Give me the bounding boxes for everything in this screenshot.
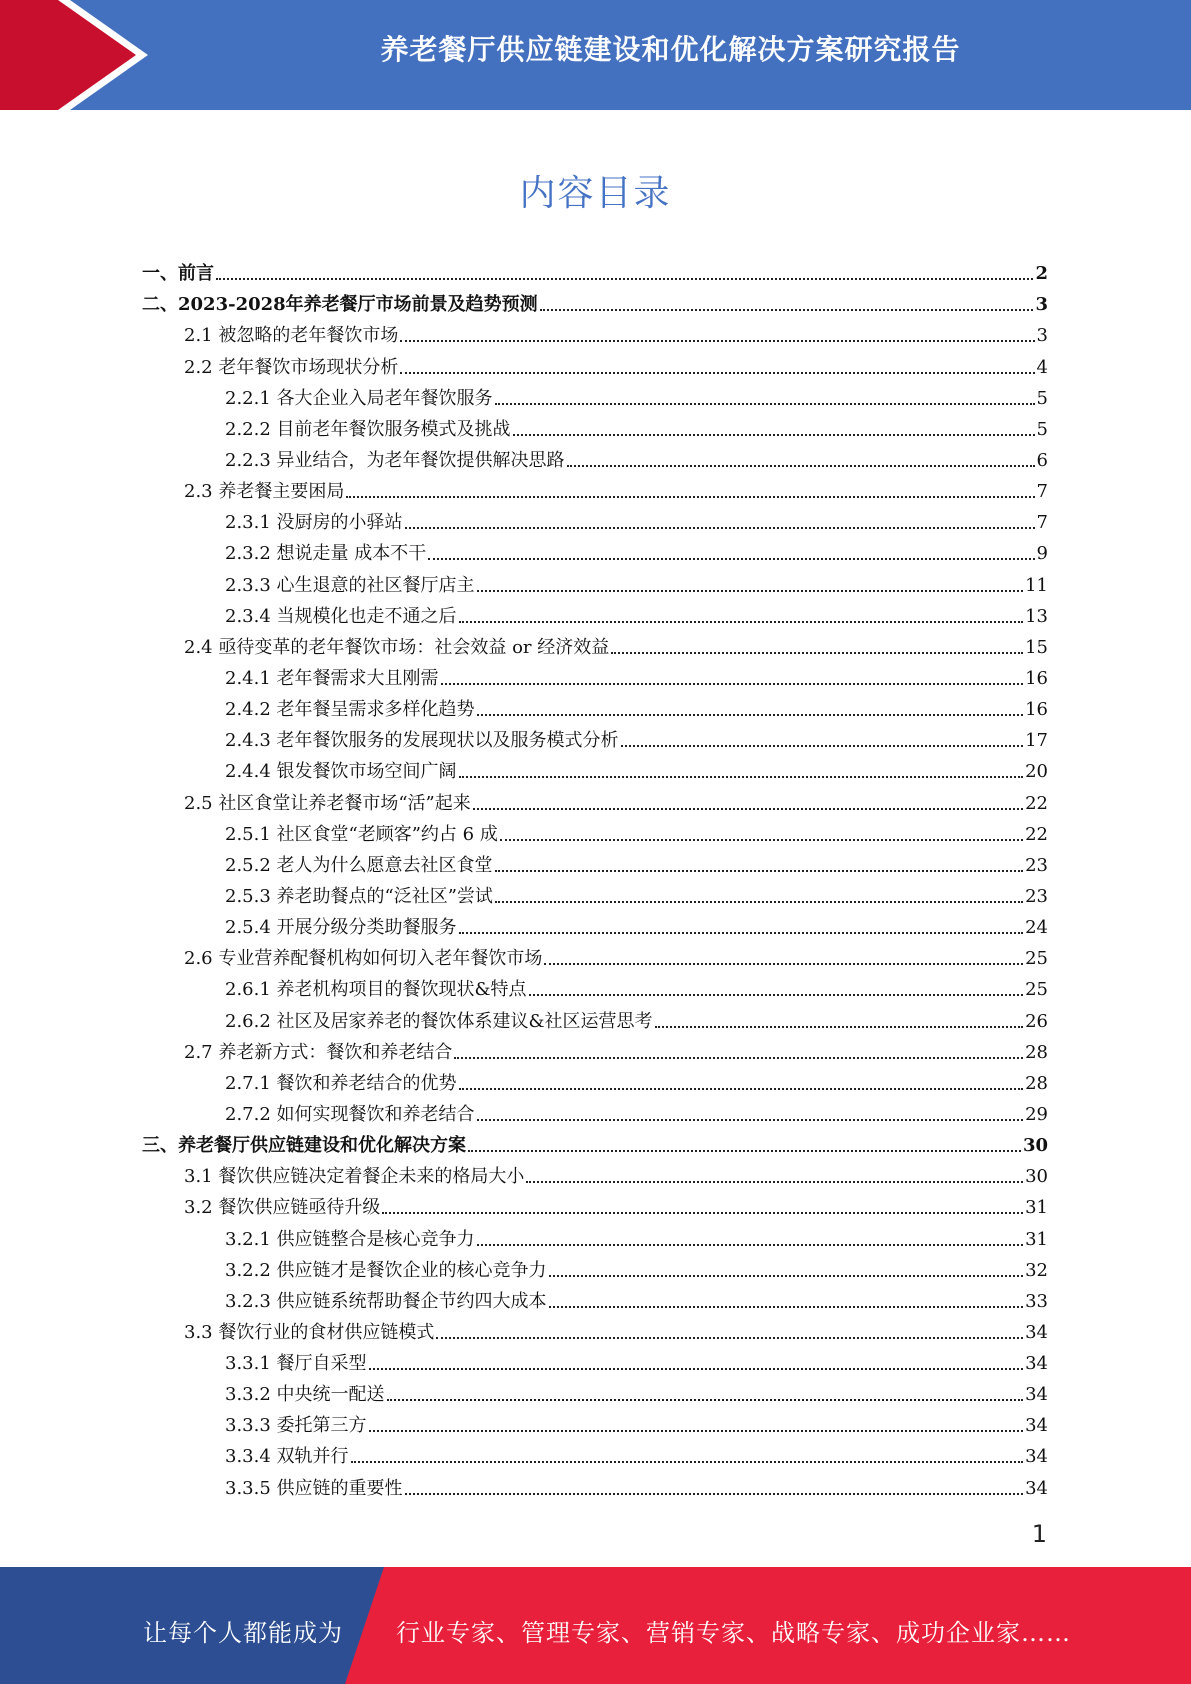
toc-entry[interactable] [142,1344,1048,1375]
toc-leader-dots [549,1306,1024,1308]
toc-entry-label: 2.2.2 目前老年餐饮服务模式及挑战 [225,418,511,440]
toc-entry-page: 34 [1025,1384,1048,1406]
toc-entry[interactable] [142,379,1048,410]
toc-leader-dots [495,901,1023,903]
toc-entry[interactable] [142,877,1048,908]
toc-leader-dots [477,1119,1024,1121]
toc-leader-dots [459,932,1024,934]
toc-entry-label: 三、养老餐厅供应链建设和优化解决方案 [142,1135,466,1157]
toc-entry-page: 9 [1036,543,1048,565]
toc-leader-dots [495,403,1035,405]
toc-entry-page: 26 [1025,1010,1048,1032]
toc-entry[interactable] [142,1126,1048,1157]
toc-entry-label: 二、2023-2028年养老餐厅市场前景及趋势预测 [142,294,538,316]
toc-entry[interactable] [142,1313,1048,1344]
toc-entry[interactable] [142,1468,1048,1499]
toc-leader-dots [346,496,1034,498]
toc-entry-page: 31 [1025,1228,1048,1250]
toc-entry[interactable] [142,1064,1048,1095]
footer-banner [0,1567,1191,1684]
toc-entry-label: 一、前言 [142,263,214,285]
toc-entry-page: 22 [1025,792,1048,814]
toc-entry-page: 34 [1025,1353,1048,1375]
toc-entry-page: 16 [1025,667,1048,689]
toc-leader-dots [621,745,1024,747]
toc-leader-dots [655,1026,1024,1028]
toc-entry-label: 2.4.3 老年餐饮服务的发展现状以及服务模式分析 [225,730,619,752]
table-of-contents [142,254,1048,1500]
toc-entry[interactable] [142,1437,1048,1468]
report-title: 养老餐厅供应链建设和优化解决方案研究报告 [380,33,961,66]
toc-leader-dots [567,465,1035,467]
toc-leader-dots [544,963,1023,965]
toc-entry-page: 31 [1025,1197,1048,1219]
toc-entry-label: 2.3.4 当规模化也走不通之后 [225,605,457,627]
footer-slogan-left: 让每个人都能成为 [143,1619,343,1647]
toc-leader-dots [459,1088,1024,1090]
toc-entry[interactable] [142,503,1048,534]
toc-entry-page: 34 [1025,1446,1048,1468]
toc-entry-label: 3.2.1 供应链整合是核心竞争力 [225,1228,475,1250]
toc-entry-page: 4 [1036,356,1048,378]
toc-entry[interactable] [142,721,1048,752]
toc-entry-page: 23 [1025,885,1048,907]
toc-entry-label: 3.3.2 中央统一配送 [225,1384,385,1406]
toc-entry-label: 2.7 养老新方式：餐饮和养老结合 [184,1041,453,1063]
toc-entry-page: 13 [1025,605,1048,627]
toc-entry-label: 3.1 餐饮供应链决定着餐企未来的格局大小 [184,1166,525,1188]
toc-leader-dots [477,714,1024,716]
toc-entry[interactable] [142,1251,1048,1282]
toc-entry[interactable] [142,285,1048,316]
toc-leader-dots [405,1493,1024,1495]
toc-entry[interactable] [142,1001,1048,1032]
toc-entry-page: 30 [1025,1166,1048,1188]
toc-entry-page: 3 [1035,294,1048,316]
toc-entry[interactable] [142,690,1048,721]
toc-entry[interactable] [142,846,1048,877]
toc-entry-label: 3.3.1 餐厅自采型 [225,1353,367,1375]
toc-entry-page: 28 [1025,1072,1048,1094]
toc-entry-page: 23 [1025,854,1048,876]
toc-entry[interactable] [142,565,1048,596]
toc-entry[interactable] [142,815,1048,846]
toc-entry-label: 2.7.2 如何实现餐饮和养老结合 [225,1103,475,1125]
footer-slogan-right: 行业专家、管理专家、营销专家、战略专家、成功企业家…… [396,1619,1071,1647]
toc-entry-label: 2.4.4 银发餐饮市场空间广阔 [225,761,457,783]
toc-leader-dots [216,278,1033,280]
toc-entry-page: 34 [1025,1477,1048,1499]
toc-entry-page: 24 [1025,917,1048,939]
toc-entry-label: 2.3.2 想说走量 成本不干 [225,543,427,565]
toc-entry-page: 15 [1025,636,1048,658]
header-banner [0,0,1191,110]
toc-leader-dots [400,372,1034,374]
toc-entry-page: 16 [1025,699,1048,721]
toc-entry-label: 2.4 亟待变革的老年餐饮市场：社会效益 or 经济效益 [184,636,610,658]
toc-entry-page: 3 [1036,325,1048,347]
toc-entry-page: 7 [1036,512,1048,534]
toc-entry-label: 2.6.1 养老机构项目的餐饮现状&特点 [225,979,527,1001]
toc-leader-dots [400,340,1034,342]
toc-entry[interactable] [142,472,1048,503]
toc-leader-dots [405,527,1035,529]
toc-leader-dots [611,652,1023,654]
toc-leader-dots [529,994,1024,996]
toc-entry-label: 2.3.3 心生退意的社区餐厅店主 [225,574,475,596]
toc-entry[interactable] [142,908,1048,939]
toc-entry[interactable] [142,1219,1048,1250]
toc-entry-label: 2.5.2 老人为什么愿意去社区食堂 [225,854,493,876]
toc-entry-page: 33 [1025,1290,1048,1312]
toc-entry-page: 17 [1025,730,1048,752]
toc-entry-label: 2.5.4 开展分级分类助餐服务 [225,917,457,939]
toc-entry-page: 5 [1036,418,1048,440]
toc-heading: 内容目录 [519,173,672,214]
toc-leader-dots [477,1244,1024,1246]
toc-entry[interactable] [142,347,1048,378]
toc-entry-page: 34 [1025,1415,1048,1437]
toc-entry[interactable] [142,1282,1048,1313]
toc-leader-dots [382,1212,1023,1214]
toc-entry-page: 20 [1025,761,1048,783]
toc-entry-label: 3.3.4 双轨并行 [225,1446,349,1468]
toc-leader-dots [441,683,1024,685]
toc-leader-dots [468,1150,1021,1152]
toc-entry-label: 2.2 老年餐饮市场现状分析 [184,356,399,378]
toc-entry[interactable] [142,659,1048,690]
toc-entry[interactable] [142,254,1048,285]
toc-entry-page: 7 [1036,481,1048,503]
toc-entry[interactable] [142,970,1048,1001]
toc-entry[interactable] [142,441,1048,472]
toc-entry-label: 2.4.1 老年餐需求大且刚需 [225,667,439,689]
toc-entry-label: 3.2.2 供应链才是餐饮企业的核心竞争力 [225,1259,547,1281]
toc-entry-label: 2.5 社区食堂让养老餐市场“活”起来 [184,792,471,814]
toc-entry[interactable] [142,1157,1048,1188]
toc-entry-page: 6 [1036,449,1048,471]
toc-leader-dots [428,558,1034,560]
toc-leader-dots [369,1368,1024,1370]
toc-entry-page: 34 [1025,1321,1048,1343]
toc-entry-page: 22 [1025,823,1048,845]
toc-entry[interactable] [142,1095,1048,1126]
toc-entry-label: 2.5.3 养老助餐点的“泛社区”尝试 [225,885,493,907]
toc-entry-label: 3.2.3 供应链系统帮助餐企节约四大成本 [225,1290,547,1312]
toc-entry[interactable] [142,534,1048,565]
toc-leader-dots [454,1057,1023,1059]
toc-entry[interactable] [142,1033,1048,1064]
toc-entry[interactable] [142,1406,1048,1437]
toc-leader-dots [477,590,1024,592]
toc-leader-dots [351,1461,1024,1463]
toc-entry[interactable] [142,597,1048,628]
toc-leader-dots [526,1181,1023,1183]
toc-leader-dots [549,1275,1024,1277]
toc-entry-label: 2.3.1 没厨房的小驿站 [225,512,403,534]
toc-entry[interactable] [142,939,1048,970]
toc-entry-page: 25 [1025,979,1048,1001]
page-number: 1 [1031,1520,1047,1548]
toc-entry-page: 25 [1025,948,1048,970]
toc-entry-label: 2.5.1 社区食堂“老顾客”约占 6 成 [225,823,498,845]
toc-entry[interactable] [142,783,1048,814]
toc-entry[interactable] [142,628,1048,659]
toc-entry[interactable] [142,410,1048,441]
toc-entry-label: 3.3.5 供应链的重要性 [225,1477,403,1499]
toc-entry-label: 2.1 被忽略的老年餐饮市场 [184,325,399,347]
toc-leader-dots [459,621,1024,623]
toc-entry-page: 11 [1025,574,1048,596]
toc-entry-page: 29 [1025,1103,1048,1125]
toc-entry-page: 28 [1025,1041,1048,1063]
toc-entry-label: 2.6.2 社区及居家养老的餐饮体系建议&社区运营思考 [225,1010,653,1032]
toc-leader-dots [436,1337,1023,1339]
toc-leader-dots [459,776,1024,778]
toc-entry-label: 2.6 专业营养配餐机构如何切入老年餐饮市场 [184,948,543,970]
toc-entry-label: 2.4.2 老年餐呈需求多样化趋势 [225,699,475,721]
toc-entry-label: 3.3.3 委托第三方 [225,1415,367,1437]
toc-leader-dots [369,1430,1024,1432]
toc-entry-page: 30 [1022,1135,1048,1157]
toc-leader-dots [513,434,1035,436]
toc-leader-dots [495,870,1024,872]
toc-entry[interactable] [142,1188,1048,1219]
toc-entry-page: 32 [1025,1259,1048,1281]
toc-entry-label: 2.2.3 异业结合，为老年餐饮提供解决思路 [225,449,565,471]
toc-leader-dots [473,808,1023,810]
toc-entry-page: 2 [1035,263,1048,285]
toc-leader-dots [387,1399,1024,1401]
toc-entry[interactable] [142,752,1048,783]
toc-leader-dots [500,839,1023,841]
toc-entry[interactable] [142,316,1048,347]
toc-entry-page: 5 [1036,387,1048,409]
toc-entry-label: 2.7.1 餐饮和养老结合的优势 [225,1072,457,1094]
toc-entry-label: 3.3 餐饮行业的食材供应链模式 [184,1321,435,1343]
toc-entry-label: 2.2.1 各大企业入局老年餐饮服务 [225,387,493,409]
toc-entry-label: 3.2 餐饮供应链亟待升级 [184,1197,381,1219]
toc-entry[interactable] [142,1375,1048,1406]
toc-leader-dots [540,309,1034,311]
toc-entry-label: 2.3 养老餐主要困局 [184,481,345,503]
